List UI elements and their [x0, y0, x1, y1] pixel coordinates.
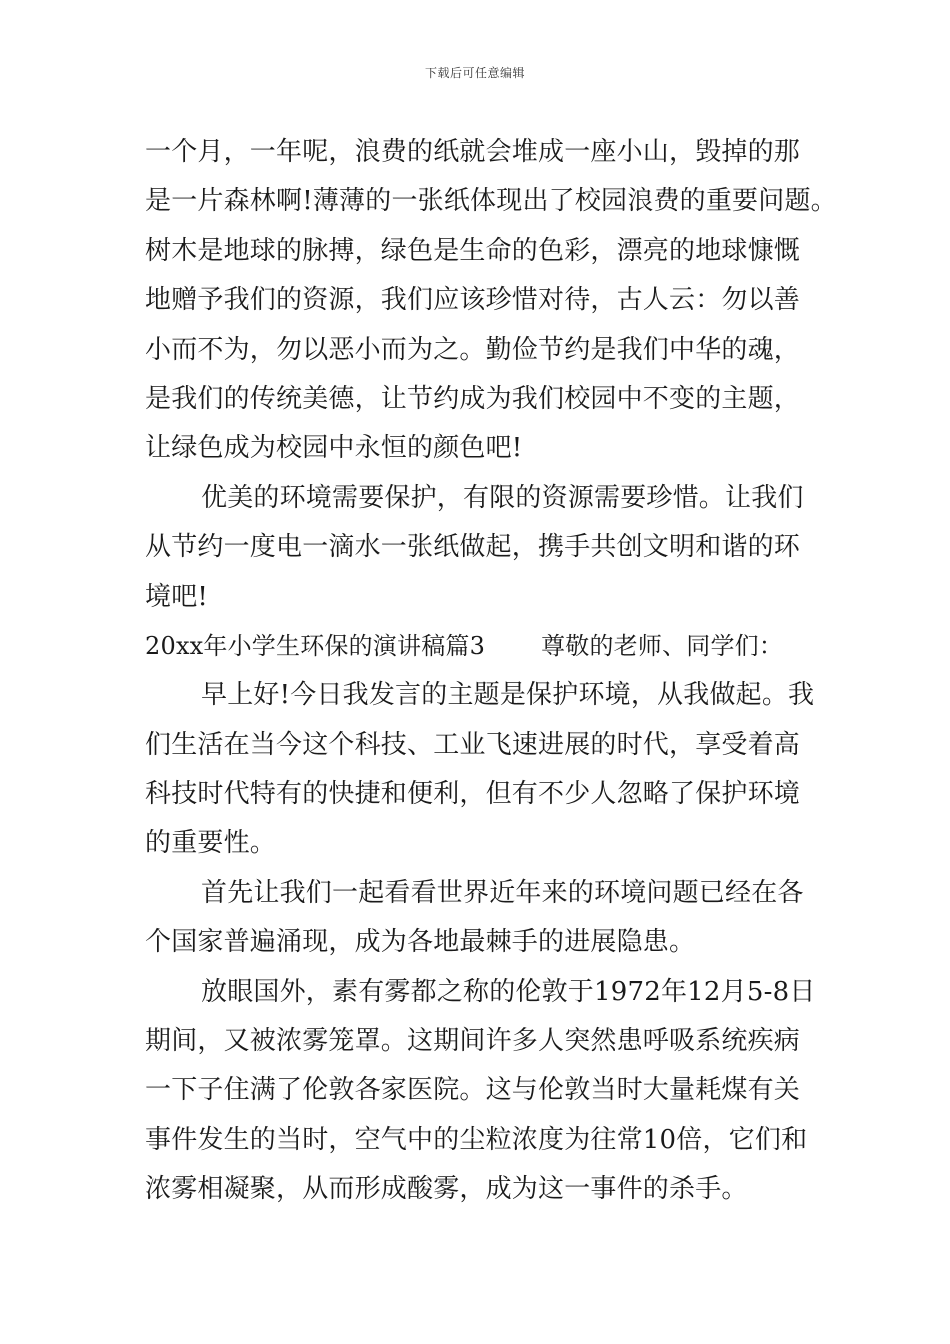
paragraph-start-line: 早上好!今日我发言的主题是保护环境，从我做起。我: [201, 680, 815, 711]
text-line: 让绿色成为校园中永恒的颜色吧!: [145, 433, 523, 464]
text-line: 地赠予我们的资源，我们应该珍惜对待，古人云：勿以善: [145, 285, 801, 316]
page-header: 下载后可任意编辑: [424, 66, 525, 80]
text-line: 的重要性。: [145, 828, 277, 859]
text-line: 期间，又被浓雾笼罩。这期间许多人突然患呼吸系统疾病: [145, 1026, 801, 1057]
text-line: 境吧!: [145, 581, 209, 612]
text-line: 科技时代特有的快捷和便利，但有不少人忽略了保护环境: [145, 779, 801, 810]
text-line: 一个月，一年呢，浪费的纸就会堆成一座小山，毁掉的那: [145, 137, 801, 167]
salutation: 尊敬的老师、同学们：: [541, 631, 784, 660]
document-body: [145, 128, 835, 1215]
section-heading-line: [145, 622, 835, 671]
text-line: 从节约一度电一滴水一张纸做起，携手共创文明和谐的环: [145, 532, 801, 563]
text-line: 小而不为，勿以恶小而为之。勤俭节约是我们中华的魂，: [145, 334, 801, 365]
text-line: 浓雾相凝聚，从而形成酸雾，成为这一事件的杀手。: [145, 1174, 748, 1205]
paragraph-start-line: 首先让我们一起看看世界近年来的环境问题已经在各: [201, 877, 804, 908]
text-line: 们生活在当今这个科技、工业飞速进展的时代，享受着高: [145, 729, 801, 760]
text-line: 事件发生的当时，空气中的尘粒浓度为往常10倍，它们和: [145, 1124, 808, 1155]
text-line: 是我们的传统美德，让节约成为我们校园中不变的主题，: [145, 383, 801, 414]
text-line: 树木是地球的脉搏，绿色是生命的色彩，漂亮的地球慷慨: [145, 235, 801, 266]
paragraph-start-line: 优美的环境需要保护，有限的资源需要珍惜。让我们: [201, 482, 804, 513]
text-line: 是一片森林啊!薄薄的一张纸体现出了校园浪费的重要问题。: [145, 186, 837, 217]
paragraph-start-line: 放眼国外，素有雾都之称的伦敦于1972年12月5-8日: [201, 976, 816, 1007]
section-title: 20xx年小学生环保的演讲稿篇3: [145, 631, 486, 660]
text-line: 个国家普遍涌现，成为各地最棘手的进展隐患。: [145, 927, 696, 958]
text-line: 一下子住满了伦敦各家医院。这与伦敦当时大量耗煤有关: [145, 1075, 801, 1106]
